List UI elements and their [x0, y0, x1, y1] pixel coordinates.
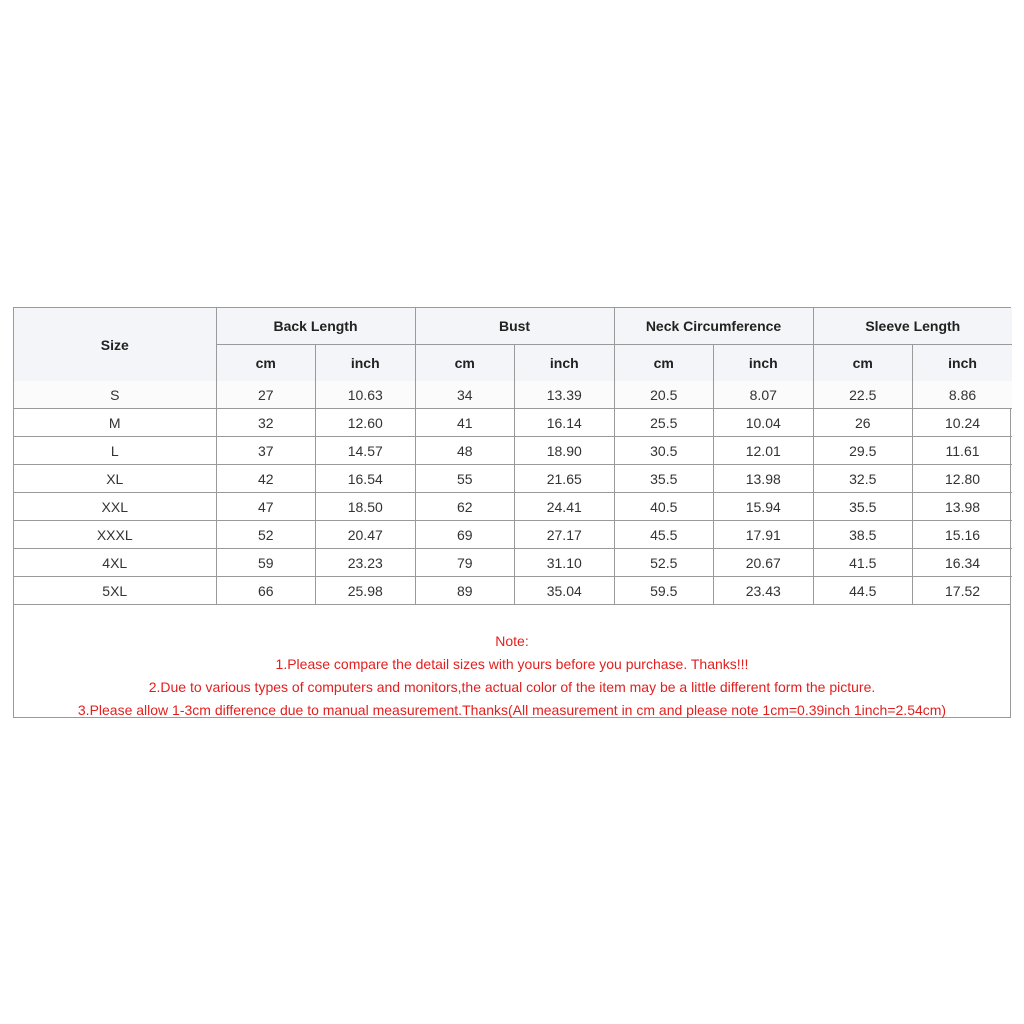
unit-header: cm — [813, 345, 913, 382]
size-chart — [13, 307, 1011, 718]
table-cell: 12.60 — [316, 409, 416, 437]
size-column-header: Size — [14, 308, 216, 381]
table-cell: 15.16 — [913, 521, 1013, 549]
table-cell: 21.65 — [515, 465, 615, 493]
table-cell: 16.34 — [913, 549, 1013, 577]
table-cell: 16.14 — [515, 409, 615, 437]
size-cell: 4XL — [14, 549, 216, 577]
table-row — [14, 437, 1012, 465]
table-cell: 35.5 — [614, 465, 714, 493]
table-row — [14, 577, 1012, 605]
table-cell: 41 — [415, 409, 515, 437]
note-line: 1.Please compare the detail sizes with yours before you purchase. Thanks!!! — [275, 656, 749, 672]
table-cell: 8.07 — [714, 381, 814, 409]
table-cell: 22.5 — [813, 381, 913, 409]
table-cell: 24.41 — [515, 493, 615, 521]
table-cell: 35.04 — [515, 577, 615, 605]
unit-header: cm — [415, 345, 515, 382]
table-cell: 20.5 — [614, 381, 714, 409]
table-cell: 23.43 — [714, 577, 814, 605]
table-cell: 31.10 — [515, 549, 615, 577]
table-cell: 45.5 — [614, 521, 714, 549]
group-header-row — [14, 308, 1012, 345]
table-row — [14, 381, 1012, 409]
table-cell: 8.86 — [913, 381, 1013, 409]
table-cell: 26 — [813, 409, 913, 437]
size-cell: 5XL — [14, 577, 216, 605]
table-cell: 52.5 — [614, 549, 714, 577]
bust-header: Bust — [415, 308, 614, 345]
table-cell: 52 — [216, 521, 316, 549]
table-cell: 25.98 — [316, 577, 416, 605]
table-row — [14, 521, 1012, 549]
note-line: 2.Due to various types of computers and monitors,the actual color of the item may be a little different form the picture. — [148, 679, 876, 695]
table-cell: 13.98 — [714, 465, 814, 493]
table-cell: 47 — [216, 493, 316, 521]
table-cell: 59.5 — [614, 577, 714, 605]
table-cell: 40.5 — [614, 493, 714, 521]
table-cell: 16.54 — [316, 465, 416, 493]
table-cell: 18.50 — [316, 493, 416, 521]
table-cell: 10.63 — [316, 381, 416, 409]
table-cell: 44.5 — [813, 577, 913, 605]
table-cell: 38.5 — [813, 521, 913, 549]
table-cell: 89 — [415, 577, 515, 605]
note-title: Note: — [495, 633, 529, 649]
table-cell: 10.24 — [913, 409, 1013, 437]
size-cell: L — [14, 437, 216, 465]
size-cell: XL — [14, 465, 216, 493]
table-cell: 34 — [415, 381, 515, 409]
size-table — [14, 308, 1012, 604]
table-cell: 23.23 — [316, 549, 416, 577]
table-cell: 27 — [216, 381, 316, 409]
table-cell: 27.17 — [515, 521, 615, 549]
table-cell: 10.04 — [714, 409, 814, 437]
table-body — [14, 381, 1012, 604]
table-cell: 12.01 — [714, 437, 814, 465]
table-cell: 13.39 — [515, 381, 615, 409]
table-cell: 17.52 — [913, 577, 1013, 605]
unit-header: cm — [614, 345, 714, 382]
table-cell: 17.91 — [714, 521, 814, 549]
table-cell: 42 — [216, 465, 316, 493]
table-cell: 62 — [415, 493, 515, 521]
table-cell: 48 — [415, 437, 515, 465]
table-cell: 32 — [216, 409, 316, 437]
table-cell: 59 — [216, 549, 316, 577]
size-cell: M — [14, 409, 216, 437]
table-cell: 69 — [415, 521, 515, 549]
table-cell: 20.67 — [714, 549, 814, 577]
table-cell: 32.5 — [813, 465, 913, 493]
table-cell: 25.5 — [614, 409, 714, 437]
sleeve-length-header: Sleeve Length — [813, 308, 1012, 345]
note-line: 3.Please allow 1-3cm difference due to manual measurement.Thanks(All measurement in cm and please note 1cm=0.39inch 1inch=2.54cm) — [77, 702, 947, 718]
table-header — [14, 308, 1012, 381]
size-cell: XXL — [14, 493, 216, 521]
table-cell: 55 — [415, 465, 515, 493]
neck-circumference-header: Neck Circumference — [614, 308, 813, 345]
table-cell: 35.5 — [813, 493, 913, 521]
table-cell: 20.47 — [316, 521, 416, 549]
table-cell: 18.90 — [515, 437, 615, 465]
size-cell: S — [14, 381, 216, 409]
table-cell: 79 — [415, 549, 515, 577]
table-cell: 41.5 — [813, 549, 913, 577]
back-length-header: Back Length — [216, 308, 415, 345]
table-cell: 14.57 — [316, 437, 416, 465]
table-cell: 12.80 — [913, 465, 1013, 493]
size-cell: XXXL — [14, 521, 216, 549]
unit-header: inch — [913, 345, 1013, 382]
table-row — [14, 465, 1012, 493]
table-cell: 66 — [216, 577, 316, 605]
notes-section — [14, 604, 1010, 717]
table-row — [14, 493, 1012, 521]
unit-header: cm — [216, 345, 316, 382]
table-cell: 37 — [216, 437, 316, 465]
unit-header: inch — [714, 345, 814, 382]
unit-header: inch — [515, 345, 615, 382]
unit-header: inch — [316, 345, 416, 382]
table-row — [14, 549, 1012, 577]
table-row — [14, 409, 1012, 437]
table-cell: 30.5 — [614, 437, 714, 465]
table-cell: 29.5 — [813, 437, 913, 465]
table-cell: 13.98 — [913, 493, 1013, 521]
table-cell: 11.61 — [913, 437, 1013, 465]
table-cell: 15.94 — [714, 493, 814, 521]
